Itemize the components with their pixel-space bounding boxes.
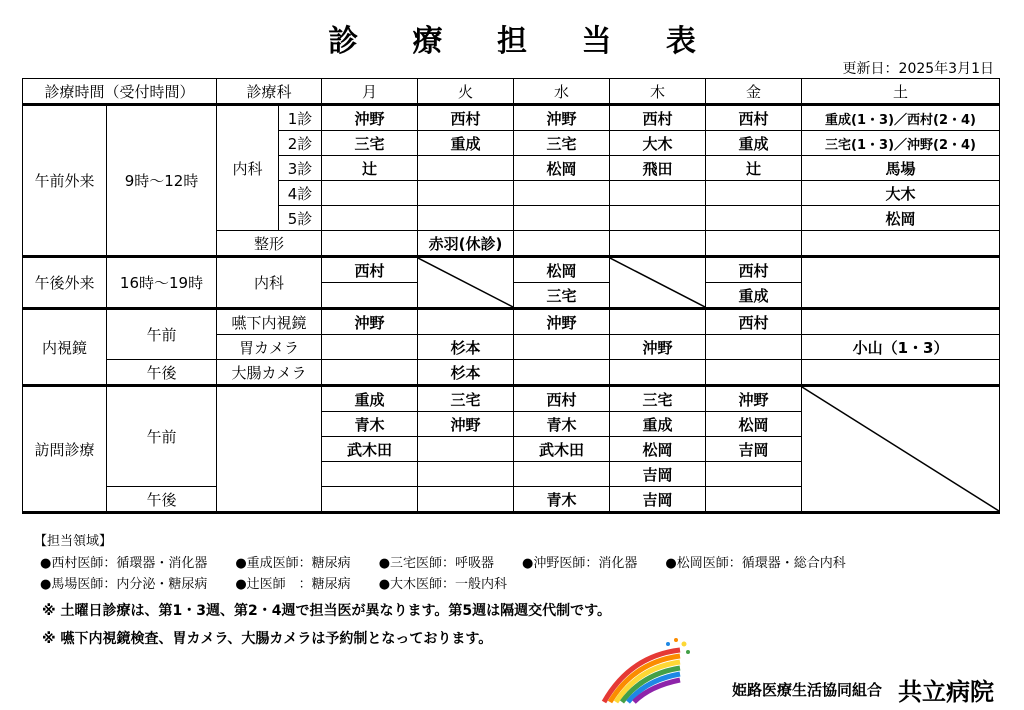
doctor-cell: 武木田 [322, 437, 418, 462]
doctor-cell: 大木 [802, 181, 1000, 206]
doctor-cell [514, 181, 610, 206]
doctor-cell: 三宅 [322, 131, 418, 156]
doctor-cell: 西村 [610, 105, 706, 131]
doctor-cell: 青木 [514, 412, 610, 437]
doctor-cell: 西村 [706, 309, 802, 335]
visit-label: 訪問診療 [23, 386, 107, 513]
pm-dept: 内科 [217, 257, 322, 309]
doctor-cell [322, 206, 418, 231]
note-item: ●沖野医師：消化器 [522, 556, 638, 571]
doctor-cell [418, 181, 514, 206]
hospital-name: 共立病院 [898, 678, 994, 706]
note-item: ●西村医師：循環器・消化器 [40, 556, 208, 571]
rainbow-logo-icon [600, 636, 692, 704]
doctor-cell [706, 206, 802, 231]
visit-dept [217, 386, 322, 513]
endo-am: 午前 [107, 309, 217, 360]
doctor-cell: 松岡 [514, 257, 610, 283]
page-title: 診 療 担 当 表 [328, 24, 718, 59]
doctor-cell: 松岡 [514, 156, 610, 181]
doctor-cell: 松岡 [706, 412, 802, 437]
note-item: ●馬場医師：内分泌・糖尿病 [40, 577, 208, 592]
doctor-cell: 西村 [418, 105, 514, 131]
doctor-cell: 辻 [706, 156, 802, 181]
footer [732, 672, 994, 707]
doctor-cell [610, 231, 706, 257]
doctor-cell [706, 360, 802, 386]
doctor-cell [706, 462, 802, 487]
ortho-dept: 整形 [217, 231, 322, 257]
doctor-cell [610, 181, 706, 206]
header-time: 診療時間（受付時間） [23, 79, 217, 105]
doctor-cell: 沖野 [322, 309, 418, 335]
room: 3診 [279, 156, 322, 181]
doctor-cell [610, 360, 706, 386]
doctor-cell: 大木 [610, 131, 706, 156]
doctor-cell [322, 231, 418, 257]
note-item: ●大木医師：一般内科 [378, 577, 508, 592]
header-day: 金 [706, 79, 802, 105]
doctor-cell: 沖野 [418, 412, 514, 437]
room: 1診 [279, 105, 322, 131]
doctor-cell: 重成 [322, 386, 418, 412]
visit-am: 午前 [107, 386, 217, 487]
doctor-cell [514, 231, 610, 257]
specialty-notes [34, 530, 874, 593]
doctor-cell: 松岡 [802, 206, 1000, 231]
doctor-cell: 吉岡 [610, 487, 706, 513]
updated-date: 更新日：2025年3月1日 [842, 61, 994, 77]
doctor-cell: 沖野 [514, 309, 610, 335]
am-label: 午前外来 [23, 105, 107, 257]
closed-cell [418, 257, 514, 309]
doctor-cell: 杉本 [418, 335, 514, 360]
doctor-cell: 吉岡 [610, 462, 706, 487]
doctor-cell: 重成 [706, 283, 802, 309]
room: 2診 [279, 131, 322, 156]
remark-saturday: ※ 土曜日診療は、第1・3週、第2・4週で担当医が異なります。第5週は隔週交代制です。 [42, 603, 611, 619]
am-time: 9時～12時 [107, 105, 217, 257]
doctor-cell: 沖野 [514, 105, 610, 131]
doctor-cell: 青木 [322, 412, 418, 437]
remark-reservation: ※ 嚥下内視鏡検査、胃カメラ、大腸カメラは予約制となっております。 [42, 631, 493, 647]
org-name: 姫路医療生活協同組合 [731, 681, 882, 699]
doctor-cell [322, 335, 418, 360]
doctor-cell: 沖野 [706, 386, 802, 412]
doctor-cell: 飛田 [610, 156, 706, 181]
notes-heading: 【担当領域】 [34, 534, 113, 549]
doctor-cell [802, 360, 1000, 386]
doctor-cell: 沖野 [322, 105, 418, 131]
doctor-cell: 松岡 [610, 437, 706, 462]
header-day: 木 [610, 79, 706, 105]
endo-type: 胃カメラ [217, 335, 322, 360]
header-dept: 診療科 [217, 79, 322, 105]
doctor-cell [802, 309, 1000, 335]
doctor-cell [322, 462, 418, 487]
doctor-cell: 重成(1・3)／西村(2・4) [802, 105, 1000, 131]
endo-pm: 午後 [107, 360, 217, 386]
doctor-cell: 赤羽(休診) [418, 231, 514, 257]
note-item: ●松岡医師：循環器・総合内科 [665, 556, 846, 571]
doctor-cell [706, 231, 802, 257]
notes-line [40, 551, 874, 572]
doctor-cell: 青木 [514, 487, 610, 513]
doctor-cell [322, 181, 418, 206]
doctor-cell [514, 462, 610, 487]
schedule-table [22, 78, 1000, 514]
doctor-cell [418, 309, 514, 335]
doctor-cell: 沖野 [610, 335, 706, 360]
header-day: 火 [418, 79, 514, 105]
notes-line [40, 572, 874, 593]
pm-time: 16時～19時 [107, 257, 217, 309]
note-item: ●辻医師 ：糖尿病 [235, 577, 351, 592]
doctor-cell [610, 309, 706, 335]
doctor-cell [706, 487, 802, 513]
note-item: ●三宅医師：呼吸器 [378, 556, 495, 571]
doctor-cell [706, 335, 802, 360]
doctor-cell: 小山（1・3） [802, 335, 1000, 360]
doctor-cell [706, 181, 802, 206]
doctor-cell: 三宅 [514, 131, 610, 156]
doctor-cell [418, 462, 514, 487]
room: 4診 [279, 181, 322, 206]
doctor-cell: 西村 [322, 257, 418, 283]
doctor-cell: 馬場 [802, 156, 1000, 181]
doctor-cell [610, 206, 706, 231]
doctor-cell [418, 156, 514, 181]
doctor-cell [322, 487, 418, 513]
doctor-cell: 重成 [610, 412, 706, 437]
doctor-cell [418, 437, 514, 462]
doctor-cell [322, 360, 418, 386]
endo-type: 嚥下内視鏡 [217, 309, 322, 335]
doctor-cell: 武木田 [514, 437, 610, 462]
doctor-cell [514, 335, 610, 360]
endo-type: 大腸カメラ [217, 360, 322, 386]
doctor-cell: 三宅 [514, 283, 610, 309]
doctor-cell: 三宅 [610, 386, 706, 412]
doctor-cell: 三宅 [418, 386, 514, 412]
doctor-cell: 西村 [706, 257, 802, 283]
doctor-cell [514, 206, 610, 231]
header-row [23, 79, 1000, 105]
doctor-cell: 辻 [322, 156, 418, 181]
endo-label: 内視鏡 [23, 309, 107, 386]
doctor-cell: 重成 [418, 131, 514, 156]
doctor-cell: 西村 [706, 105, 802, 131]
note-item: ●重成医師：糖尿病 [235, 556, 351, 571]
doctor-cell [418, 487, 514, 513]
doctor-cell [322, 283, 418, 309]
header-day: 水 [514, 79, 610, 105]
am-dept: 内科 [217, 105, 279, 231]
doctor-cell [802, 231, 1000, 257]
visit-pm: 午後 [107, 487, 217, 513]
header-day: 月 [322, 79, 418, 105]
doctor-cell [802, 257, 1000, 309]
doctor-cell: 杉本 [418, 360, 514, 386]
closed-cell [802, 386, 1000, 513]
doctor-cell [514, 360, 610, 386]
doctor-cell [418, 206, 514, 231]
pm-label: 午後外来 [23, 257, 107, 309]
doctor-cell: 西村 [514, 386, 610, 412]
doctor-cell: 吉岡 [706, 437, 802, 462]
header-day: 土 [802, 79, 1000, 105]
doctor-cell: 三宅(1・3)／沖野(2・4) [802, 131, 1000, 156]
room: 5診 [279, 206, 322, 231]
doctor-cell: 重成 [706, 131, 802, 156]
closed-cell [610, 257, 706, 309]
